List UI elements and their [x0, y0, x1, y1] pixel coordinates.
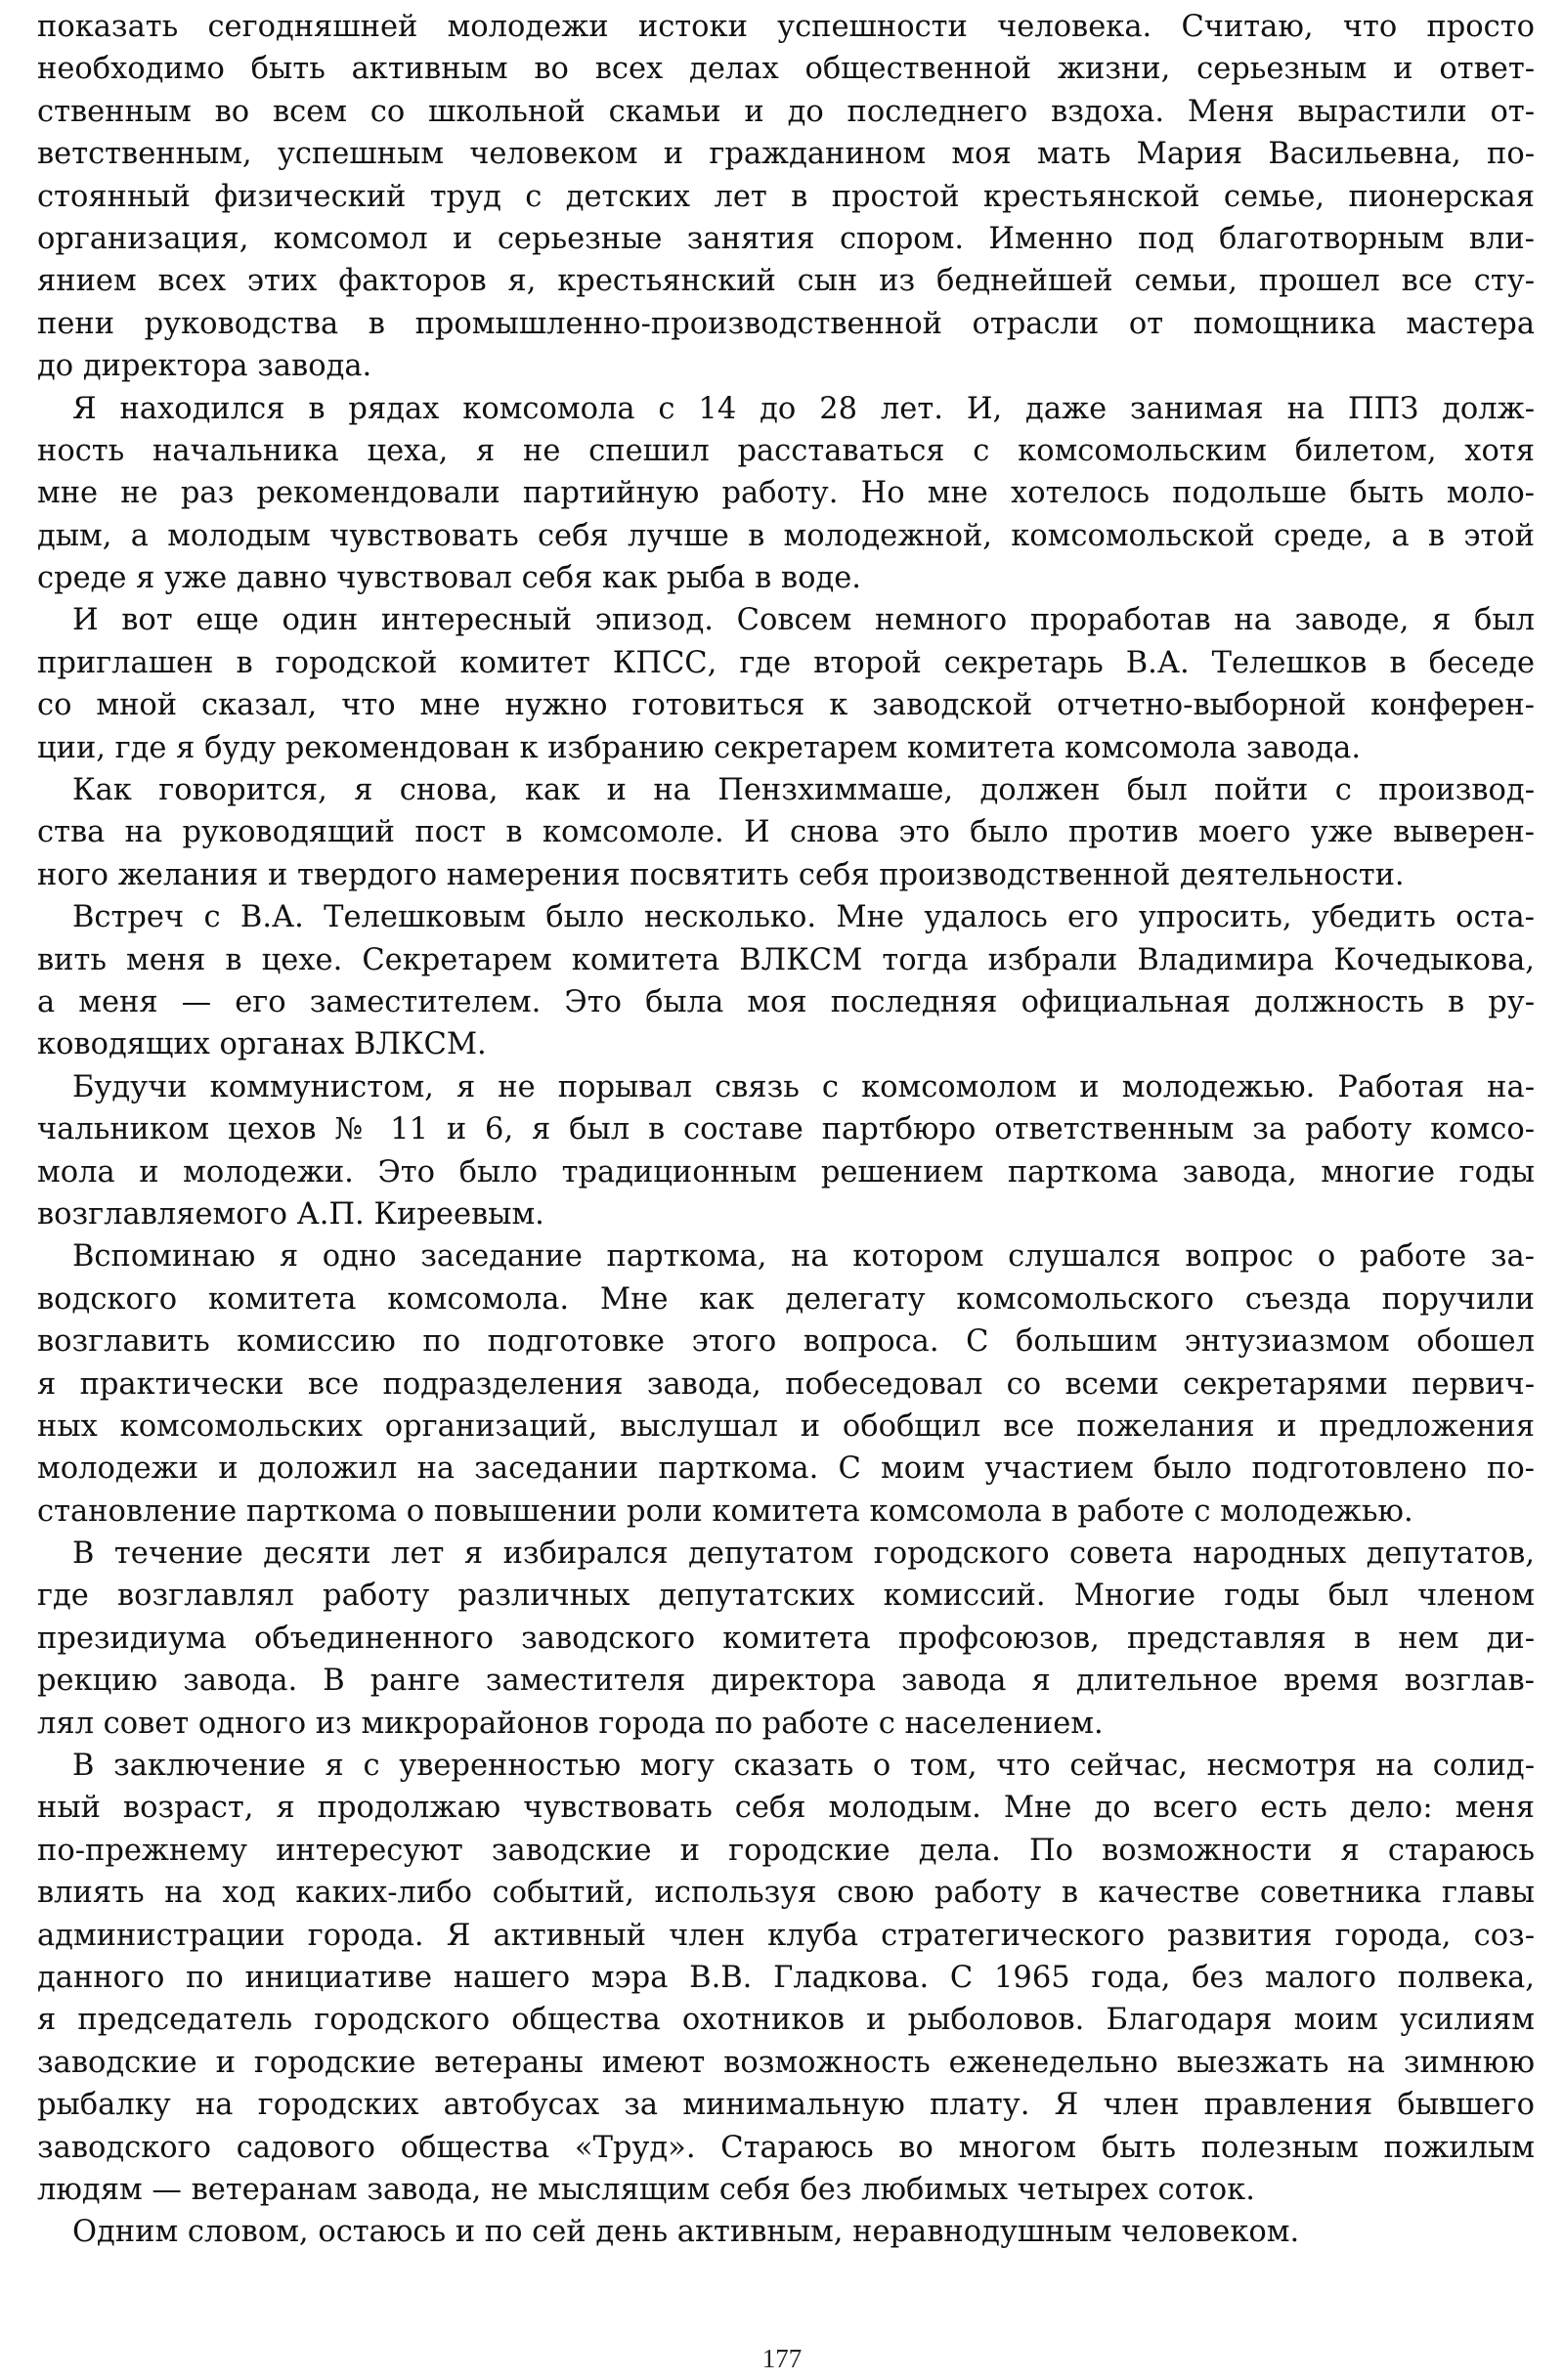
- text-line: возглавить комиссию по подготовке этого вопроса. С большим энтузиазмом обошел: [37, 1324, 1535, 1360]
- page-number: 177: [761, 2344, 803, 2373]
- text-line: ственным во всем со школьной скамьи и до последнего вздоха. Меня вырастили от-: [37, 94, 1535, 129]
- text-line: рекцию завода. В ранге заместителя директора завода я длительное время возглав-: [37, 1664, 1535, 1699]
- text-line: Одним словом, остаюсь и по сей день активным, неравнодушным человеком.: [72, 2215, 1300, 2250]
- text-line: Вспоминаю я одно заседание парткома, на котором слушался вопрос о работе за-: [72, 1239, 1535, 1275]
- text-line: где возглавлял работу различных депутатских комиссий. Многие годы был членом: [37, 1579, 1535, 1614]
- paragraph: [37, 1235, 1535, 1533]
- text-line: ции, где я буду рекомендован к избранию секретарем комитета комсомола завода.: [37, 730, 1362, 765]
- text-line: необходимо быть активным во всех делах общественной жизни, серьезным и ответ-: [37, 52, 1535, 87]
- text-line: мне не раз рекомендовали партийную работу. Но мне хотелось подольше быть моло-: [37, 476, 1535, 511]
- text-line: заводского садового общества «Труд». Стараюсь во многом быть полезным пожилым: [37, 2130, 1535, 2165]
- text-line: возглавляемого А.П. Киреевым.: [37, 1196, 544, 1232]
- text-line: Будучи коммунистом, я не порывал связь с комсомолом и молодежью. Работая на-: [72, 1069, 1535, 1104]
- text-line: ных комсомольских организаций, выслушал и обобщил все пожелания и предложения: [37, 1408, 1535, 1444]
- text-line: ства на руководящий пост в комсомоле. И снова это было против моего уже выверен-: [37, 815, 1535, 850]
- text-line: организация, комсомол и серьезные занятия спором. Именно под благотворным вли-: [37, 221, 1535, 256]
- text-line: до директора завода.: [37, 349, 372, 384]
- text-line: а меня — его заместителем. Это была моя последняя официальная должность в ру-: [37, 984, 1535, 1019]
- text-line: администрации города. Я активный член клуба стратегического развития города, соз-: [37, 1918, 1535, 1953]
- text-line: ветственным, успешным человеком и гражданином моя мать Мария Васильевна, по-: [37, 137, 1535, 172]
- text-line: становление парткома о повышении роли комитета комсомола в работе с молодежью.: [37, 1493, 1413, 1529]
- paragraph: [37, 2211, 1535, 2253]
- text-line: заводские и городские ветераны имеют возможность еженедельно выезжать на зимнюю: [37, 2045, 1535, 2080]
- text-line: влиять на ход каких-либо событий, используя свою работу в качестве советника главы: [37, 1876, 1535, 1911]
- text-line: я практически все подразделения завода, побеседовал со всеми секретарями первич-: [37, 1366, 1535, 1402]
- paragraph: [37, 388, 1535, 600]
- text-line: ность начальника цеха, я не спешил расставаться с комсомольским билетом, хотя: [37, 433, 1535, 468]
- text-line: я председатель городского общества охотников и рыболовов. Благодаря моим усилиям: [37, 2003, 1535, 2038]
- paragraph: [37, 599, 1535, 769]
- text-line: рыбалку на городских автобусах за минимальную плату. Я член правления бывшего: [37, 2088, 1535, 2123]
- paragraph: [37, 1745, 1535, 2211]
- text-line: людям — ветеранам завода, не мыслящим себя без любимых четырех соток.: [37, 2172, 1255, 2207]
- text-line: водского комитета комсомола. Мне как делегату комсомольского съезда поручили: [37, 1281, 1535, 1317]
- text-line: ный возраст, я продолжаю чувствовать себя молодым. Мне до всего есть дело: меня: [37, 1791, 1535, 1826]
- text-line: по-прежнему интересуют заводские и городские дела. По возможности я стараюсь: [37, 1833, 1535, 1868]
- text-line: президиума объединенного заводского комитета профсоюзов, представляя в нем ди-: [37, 1621, 1535, 1656]
- text-line: В течение десяти лет я избирался депутатом городского совета народных депутатов,: [72, 1536, 1535, 1572]
- text-line: стоянный физический труд с детских лет в простой крестьянской семье, пионерская: [37, 179, 1535, 214]
- text-line: молодежи и доложил на заседании парткома. С моим участием было подготовлено по-: [37, 1451, 1535, 1487]
- text-line: чальником цехов № 11 и 6, я был в составе партбюро ответственным за работу комсо-: [37, 1112, 1535, 1147]
- text-line: В заключение я с уверенностью могу сказать о том, что сейчас, несмотря на солид-: [72, 1749, 1535, 1784]
- text-line: Я находился в рядах комсомола с 14 до 28 лет. И, даже занимая на ППЗ долж-: [72, 391, 1535, 426]
- text-line: янием всех этих факторов я, крестьянский сын из беднейшей семьи, прошел все сту-: [37, 264, 1535, 299]
- text-line: со мной сказал, что мне нужно готовиться к заводской отчетно-выборной конферен-: [37, 688, 1535, 723]
- text-line: данного по инициативе нашего мэра В.В. Гладкова. С 1965 года, без малого полвека,: [37, 1960, 1535, 1995]
- text-line: ного желания и твердого намерения посвятить себя производственной деятельности.: [37, 857, 1405, 892]
- text-line: дым, а молодым чувствовать себя лучше в молодежной, комсомольской среде, а в этой: [37, 518, 1535, 553]
- text-line: Как говорится, я снова, как и на Пензхиммаше, должен был пойти с производ-: [72, 773, 1535, 808]
- text-line: Встреч с В.А. Телешковым было несколько. Мне удалось его упросить, убедить оста-: [72, 900, 1535, 935]
- paragraph: [37, 769, 1535, 896]
- text-line: мола и молодежи. Это было традиционным решением парткома завода, многие годы: [37, 1154, 1535, 1190]
- paragraph: [37, 896, 1535, 1066]
- text-line: пени руководства в промышленно-производственной отрасли от помощника мастера: [37, 306, 1535, 341]
- text-line: вить меня в цехе. Секретарем комитета ВЛКСМ тогда избрали Владимира Кочедыкова,: [37, 942, 1535, 977]
- paragraph: [37, 1533, 1535, 1745]
- page-body: [37, 6, 1535, 2254]
- text-line: лял совет одного из микрорайонов города по работе с населением.: [37, 1706, 1104, 1741]
- text-line: показать сегодняшней молодежи истоки успешности человека. Считаю, что просто: [37, 10, 1535, 44]
- text-line: И вот еще один интересный эпизод. Совсем немного проработав на заводе, я был: [72, 603, 1535, 638]
- text-line: ководящих органах ВЛКСМ.: [37, 1027, 487, 1062]
- paragraph: [37, 1066, 1535, 1236]
- text-line: среде я уже давно чувствовал себя как рыба в воде.: [37, 561, 861, 596]
- text-line: приглашен в городской комитет КПСС, где второй секретарь В.А. Телешков в беседе: [37, 645, 1535, 680]
- paragraph: [37, 6, 1535, 388]
